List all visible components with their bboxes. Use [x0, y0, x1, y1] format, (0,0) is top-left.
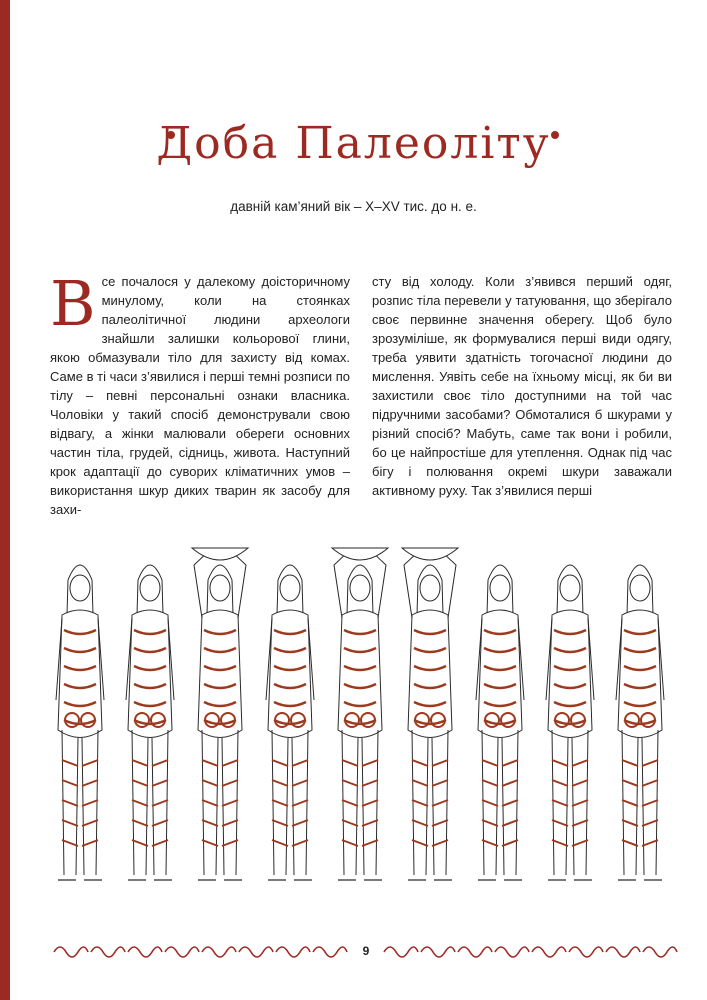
footer-ornament-right-icon — [380, 940, 680, 964]
ornament-motif — [532, 947, 566, 957]
figure-5 — [332, 548, 388, 880]
ornament-motif — [384, 947, 418, 957]
figure-3 — [192, 548, 248, 880]
ornament-motif — [165, 947, 199, 957]
ornament-motif — [569, 947, 603, 957]
ornament-motif — [421, 947, 455, 957]
ornament-motif — [313, 947, 347, 957]
page-subtitle: давній кам’яний вік – X–XV тис. до н. е. — [230, 199, 477, 214]
ornament-motif — [91, 947, 125, 957]
figure-9 — [616, 565, 664, 880]
figure-2 — [126, 565, 174, 880]
title-ornament-right-icon — [548, 128, 562, 142]
figure-4 — [266, 565, 314, 880]
ornament-motif — [495, 947, 529, 957]
page-number: 9 — [362, 944, 370, 958]
ornament-motif — [239, 947, 273, 957]
figure-7 — [476, 565, 524, 880]
figure-1 — [56, 565, 104, 880]
ornament-motif — [606, 947, 640, 957]
column-2-text: сту від холоду. Коли з’явився перший одяг, розпис тіла перевели у татуювання, що зберігало своє первинне значення оберегу. Щоб було зрозуміліше, як формувалися перші види одягу, треба уявити здатність тогочасної людини до мислення. Уявіть себе на їхньому місці, як би ви захистили своє тіло доступними на той час підручними засобами? Обмоталися б шкурами у різний спосіб? Мабуть, саме так вони і робили, бо це найпростіше для утеплення. Однак під час бігу і полювання окремі шкури заважали активному руху. Так з’явилися перші — [372, 274, 672, 498]
article-column-1 — [50, 267, 350, 519]
footer-ornament-left-icon — [50, 940, 350, 964]
figure-8 — [546, 565, 594, 880]
ornament-motif — [276, 947, 310, 957]
column-1-text: се почалося у далекому доісторичному минулому, коли на стоянках палеолітичної людини археологи знайшли залишки кольорової глини, якою обмазували тіло для захисту від комах. Саме в ті часи з’явилися і перші темні розписи по тілу – певні персональні ознаки власника. Чоловіки у такий спосіб демонстрували свою відвагу, а жінки малювали обереги основних частин тіла, грудей, сідниць, живота. Наступний крок адаптації до суворих кліматичних умов – використання шкур диких тварин як засобу для захи- — [50, 274, 350, 517]
ornament-motif — [54, 947, 88, 957]
ornament-motif — [202, 947, 236, 957]
page-title: Доба Палеоліту — [156, 118, 551, 169]
article-column-2 — [372, 272, 672, 500]
illustration-palaeolithic-figures — [40, 520, 680, 900]
ornament-motif — [643, 947, 677, 957]
drop-cap: В — [50, 267, 96, 340]
figure-6 — [402, 548, 458, 880]
ornament-motif — [128, 947, 162, 957]
ornament-motif — [458, 947, 492, 957]
